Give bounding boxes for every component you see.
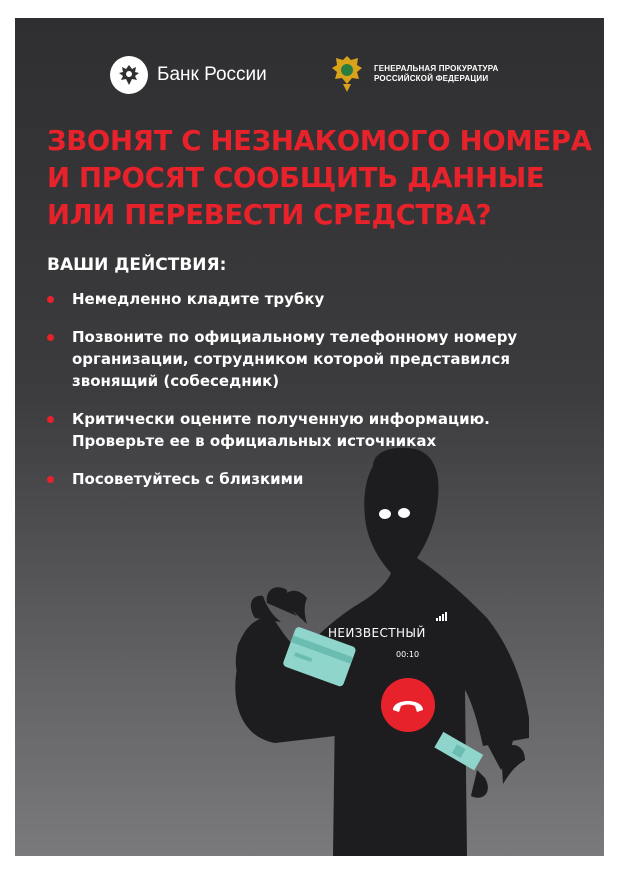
scammer-illustration xyxy=(15,18,604,856)
action-text: Посоветуйтесь с близкими xyxy=(72,470,304,488)
headline-line1: ЗВОНЯТ С НЕЗНАКОМОГО НОМЕРА xyxy=(47,125,592,157)
action-text: Критически оцените полученную информацию. Проверьте ее в официальных источниках xyxy=(72,410,490,450)
headline-line2: И ПРОСЯТ СООБЩИТЬ ДАННЫЕ xyxy=(47,162,545,194)
caller-name: НЕИЗВЕСТНЫЙ xyxy=(328,626,426,640)
hang-up-icon xyxy=(381,678,435,732)
bank-name: Банк России xyxy=(157,64,267,85)
prosecutor-name-line1: ГЕНЕРАЛЬНАЯ ПРОКУРАТУРА xyxy=(374,64,499,73)
action-text: Немедленно кладите трубку xyxy=(72,290,325,308)
right-eye-icon xyxy=(398,508,410,518)
call-duration: 00:10 xyxy=(396,650,420,659)
poster xyxy=(15,18,604,856)
left-eye-icon xyxy=(379,509,391,519)
actions-title: ВАШИ ДЕЙСТВИЯ: xyxy=(47,255,227,275)
headline-line3: ИЛИ ПЕРЕВЕСТИ СРЕДСТВА? xyxy=(47,199,492,231)
action-text: Позвоните по официальному телефонному номеру организации, сотрудником которой представился звонящий (собеседник) xyxy=(72,328,518,390)
prosecutor-name-line2: РОССИЙСКОЙ ФЕДЕРАЦИИ xyxy=(374,74,489,83)
